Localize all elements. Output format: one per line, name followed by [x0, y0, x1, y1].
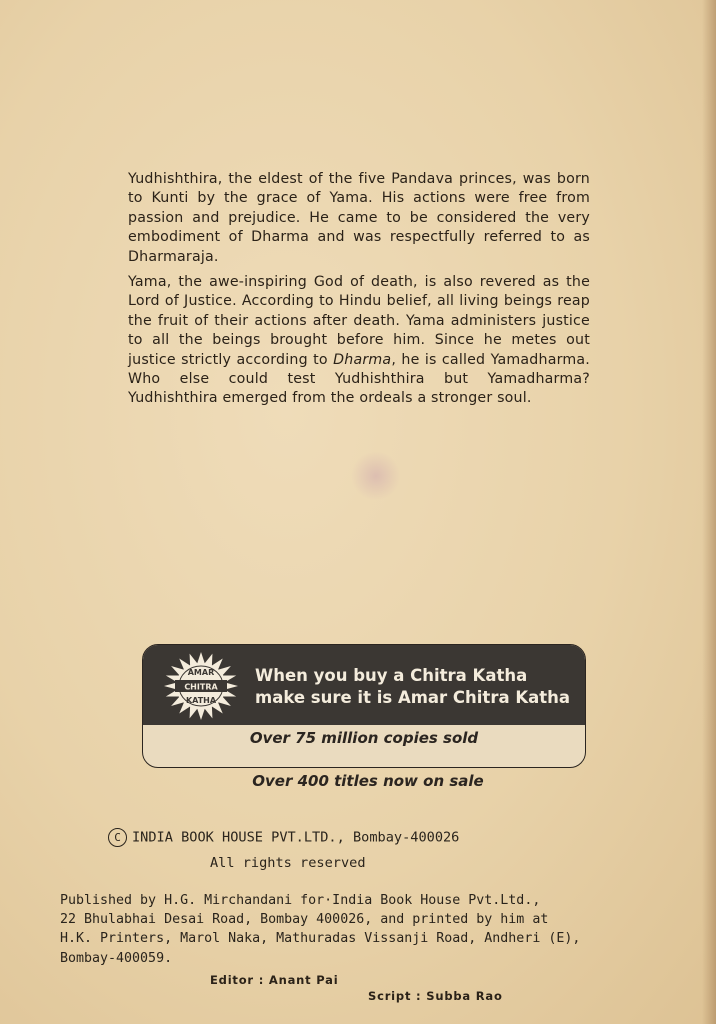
- ink-stain: [350, 452, 402, 500]
- publisher-info: [60, 891, 580, 968]
- seal-text-middle: CHITRA: [184, 682, 218, 692]
- page-edge-shadow: [702, 0, 716, 1024]
- copyright-line: [108, 828, 459, 847]
- story-blurb: [128, 170, 590, 415]
- blurb-paragraph-2: [128, 273, 590, 409]
- copyright-text: INDIA BOOK HOUSE PVT.LTD., Bombay-400026: [132, 829, 460, 846]
- publisher-line: Bombay-400059.: [60, 950, 173, 966]
- ad-dark-band: [143, 645, 585, 725]
- blurb-dharma-italic: Dharma: [333, 351, 392, 368]
- amar-chitra-katha-seal-icon: [163, 651, 239, 721]
- ad-copies-sold: Over 75 million copies sold: [249, 729, 479, 747]
- blurb-paragraph-1: Yudhishthira, the eldest of the five Pandava princes, was born to Kunti by the grace of Yama. His actions were free from passion and prejudice. He came to be considered the very embodiment of Dharma and was respectfully referred to as Dharmaraja.: [128, 171, 590, 265]
- publisher-line: Published by H.G. Mirchandani for·India Book House Pvt.Ltd.,: [60, 893, 541, 908]
- seal-text-top: AMAR: [187, 668, 215, 677]
- amar-chitra-katha-ad: [142, 644, 586, 768]
- script-credit: Script : Subba Rao: [368, 989, 503, 1003]
- publisher-line: H.K. Printers, Marol Naka, Mathuradas Vissanji Road, Andheri (E),: [60, 931, 581, 947]
- publisher-line: 22 Bhulabhai Desai Road, Bombay 400026, and printed by him at: [60, 912, 549, 928]
- blurb-paragraph-2-end: , he is called Yamadharma. Who else could test Yudhishthira but Yamadharma? Yudhishthira emerged from the ordeals a stronger soul.: [128, 351, 591, 407]
- editor-credit: Editor : Anant Pai: [210, 973, 339, 987]
- titles-on-sale: Over 400 titles now on sale: [252, 772, 484, 790]
- all-rights-reserved: All rights reserved: [210, 855, 366, 871]
- blurb-paragraph-2-start: Yama, the awe-inspiring God of death, is also revered as the Lord of Justice. According to Hindu belief, all living beings reap the fruit of their actions after death. Yama administers justice to all the beings brought before him. Since he metes out justice strictly according to: [128, 274, 590, 368]
- seal-text-bottom: KATHA: [185, 696, 217, 705]
- ad-headline-line-1: When you buy a Chitra Katha: [255, 666, 528, 685]
- ad-headline-line-2: make sure it is Amar Chitra Katha: [255, 688, 571, 707]
- copyright-icon: C: [108, 828, 127, 847]
